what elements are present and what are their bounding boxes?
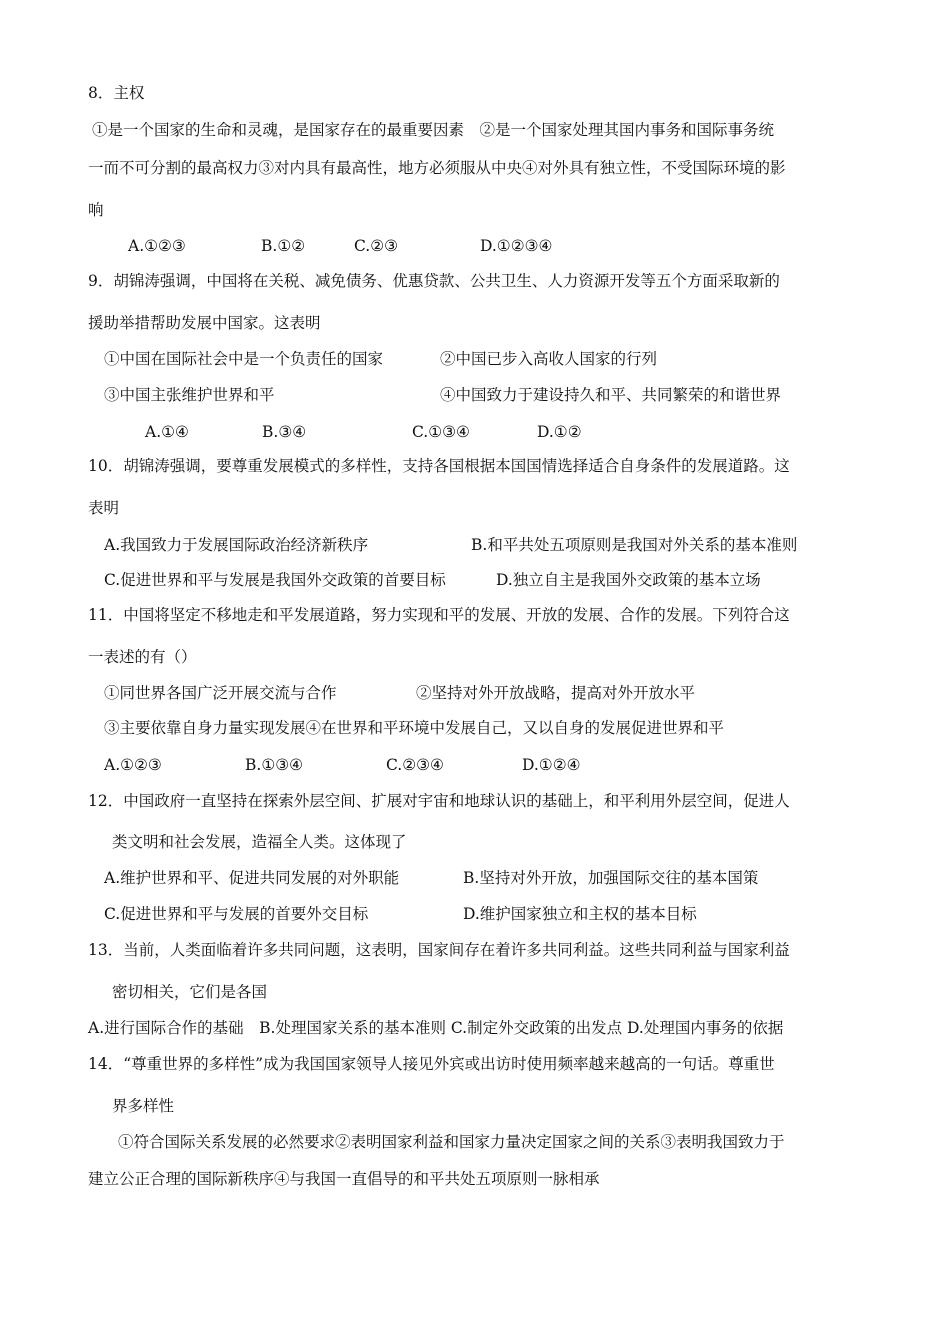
q8-option-b: B.①②	[261, 237, 306, 255]
q11-statement: ②坚持对外开放战略，提高对外开放水平	[416, 684, 696, 702]
q10-option-a: A.我国致力于发展国际政治经济新秩序	[104, 536, 369, 554]
q14-stem: 界多样性	[112, 1097, 175, 1115]
q11-option-d: D.①②④	[522, 756, 581, 774]
q14-statement: ①符合国际关系发展的必然要求②表明国家利益和国家力量决定国家之间的关系③表明我国致力于	[118, 1133, 785, 1151]
q11-option-b: B.①③④	[245, 756, 304, 774]
q9-option-d: D.①②	[537, 423, 582, 441]
q10-option-d: D.独立自主是我国外交政策的基本立场	[496, 571, 761, 589]
q12-option-b: B.坚持对外开放，加强国际交往的基本国策	[463, 869, 759, 887]
q9-statement: ④中国致力于建设持久和平、共同繁荣的和谐世界	[440, 386, 782, 404]
q12-stem: 12．中国政府一直坚持在探索外层空间、扩展对宇宙和地球认识的基础上，和平利用外层空间，促进人	[88, 792, 790, 810]
q8-stem: 8．主权	[88, 84, 145, 102]
q10-stem: 表明	[88, 499, 120, 517]
q10-option-b: B.和平共处五项原则是我国对外关系的基本准则	[471, 536, 798, 554]
q9-statement: ①中国在国际社会中是一个负责任的国家	[104, 350, 384, 368]
q12-option-a: A.维护世界和平、促进共同发展的对外职能	[104, 869, 400, 887]
q11-option-c: C.②③④	[386, 756, 444, 774]
q9-statement: ②中国已步入高收人国家的行列	[440, 350, 658, 368]
q13-options: A.进行国际合作的基础 B.处理国家关系的基本准则 C.制定外交政策的出发点 D.处理国内事务的依据	[88, 1019, 784, 1037]
q12-stem: 类文明和社会发展，造福全人类。这体现了	[112, 833, 407, 851]
q8-option-a: A.①②③	[128, 237, 186, 255]
q8-option-c: C.②③	[354, 237, 399, 255]
q13-stem: 13．当前，人类面临着许多共同问题，这表明，国家间存在着许多共同利益。这些共同利益与国家利益	[88, 941, 790, 959]
q9-stem: 9．胡锦涛强调，中国将在关税、减免债务、优惠贷款、公共卫生、人力资源开发等五个方面采取新的	[88, 272, 780, 290]
q8-line: 响	[88, 201, 104, 219]
q8-option-d: D.①②③④	[480, 237, 553, 255]
q11-stem: 一表述的有（）	[88, 648, 197, 666]
q10-option-c: C.促进世界和平与发展是我国外交政策的首要目标	[104, 571, 446, 589]
q11-stem: 11．中国将坚定不移地走和平发展道路，努力实现和平的发展、开放的发展、合作的发展。下列符合这	[88, 606, 790, 624]
q11-option-a: A.①②③	[104, 756, 162, 774]
q9-option-a: A.①④	[145, 423, 189, 441]
q12-option-c: C.促进世界和平与发展的首要外交目标	[104, 905, 369, 923]
q9-option-b: B.③④	[262, 423, 307, 441]
q12-option-d: D.维护国家独立和主权的基本目标	[463, 905, 697, 923]
q9-option-c: C.①③④	[412, 423, 470, 441]
q8-line: 一而不可分割的最高权力③对内具有最高性，地方必须服从中央④对外具有独立性，不受国际环境的影	[88, 159, 786, 177]
q14-statement: 建立公正合理的国际新秩序④与我国一直倡导的和平共处五项原则一脉相承	[88, 1170, 600, 1188]
q9-stem: 援助举措帮助发展中国家。这表明	[88, 314, 321, 332]
q11-statement: ①同世界各国广泛开展交流与合作	[104, 684, 337, 702]
q13-stem: 密切相关，它们是各国	[112, 983, 268, 1001]
q14-stem: 14．“尊重世界的多样性”成为我国国家领导人接见外宾或出访时使用频率越来越高的一句话。尊重世	[88, 1055, 775, 1073]
q11-statement: ③主要依靠自身力量实现发展④在世界和平环境中发展自己，又以自身的发展促进世界和平	[104, 719, 725, 737]
q10-stem: 10．胡锦涛强调，要尊重发展模式的多样性，支持各国根据本国国情选择适合自身条件的发展道路。这	[88, 457, 790, 475]
q8-line: ①是一个国家的生命和灵魂，是国家存在的最重要因素 ②是一个国家处理其国内事务和国际事务统	[92, 121, 775, 139]
q9-statement: ③中国主张维护世界和平	[104, 386, 275, 404]
